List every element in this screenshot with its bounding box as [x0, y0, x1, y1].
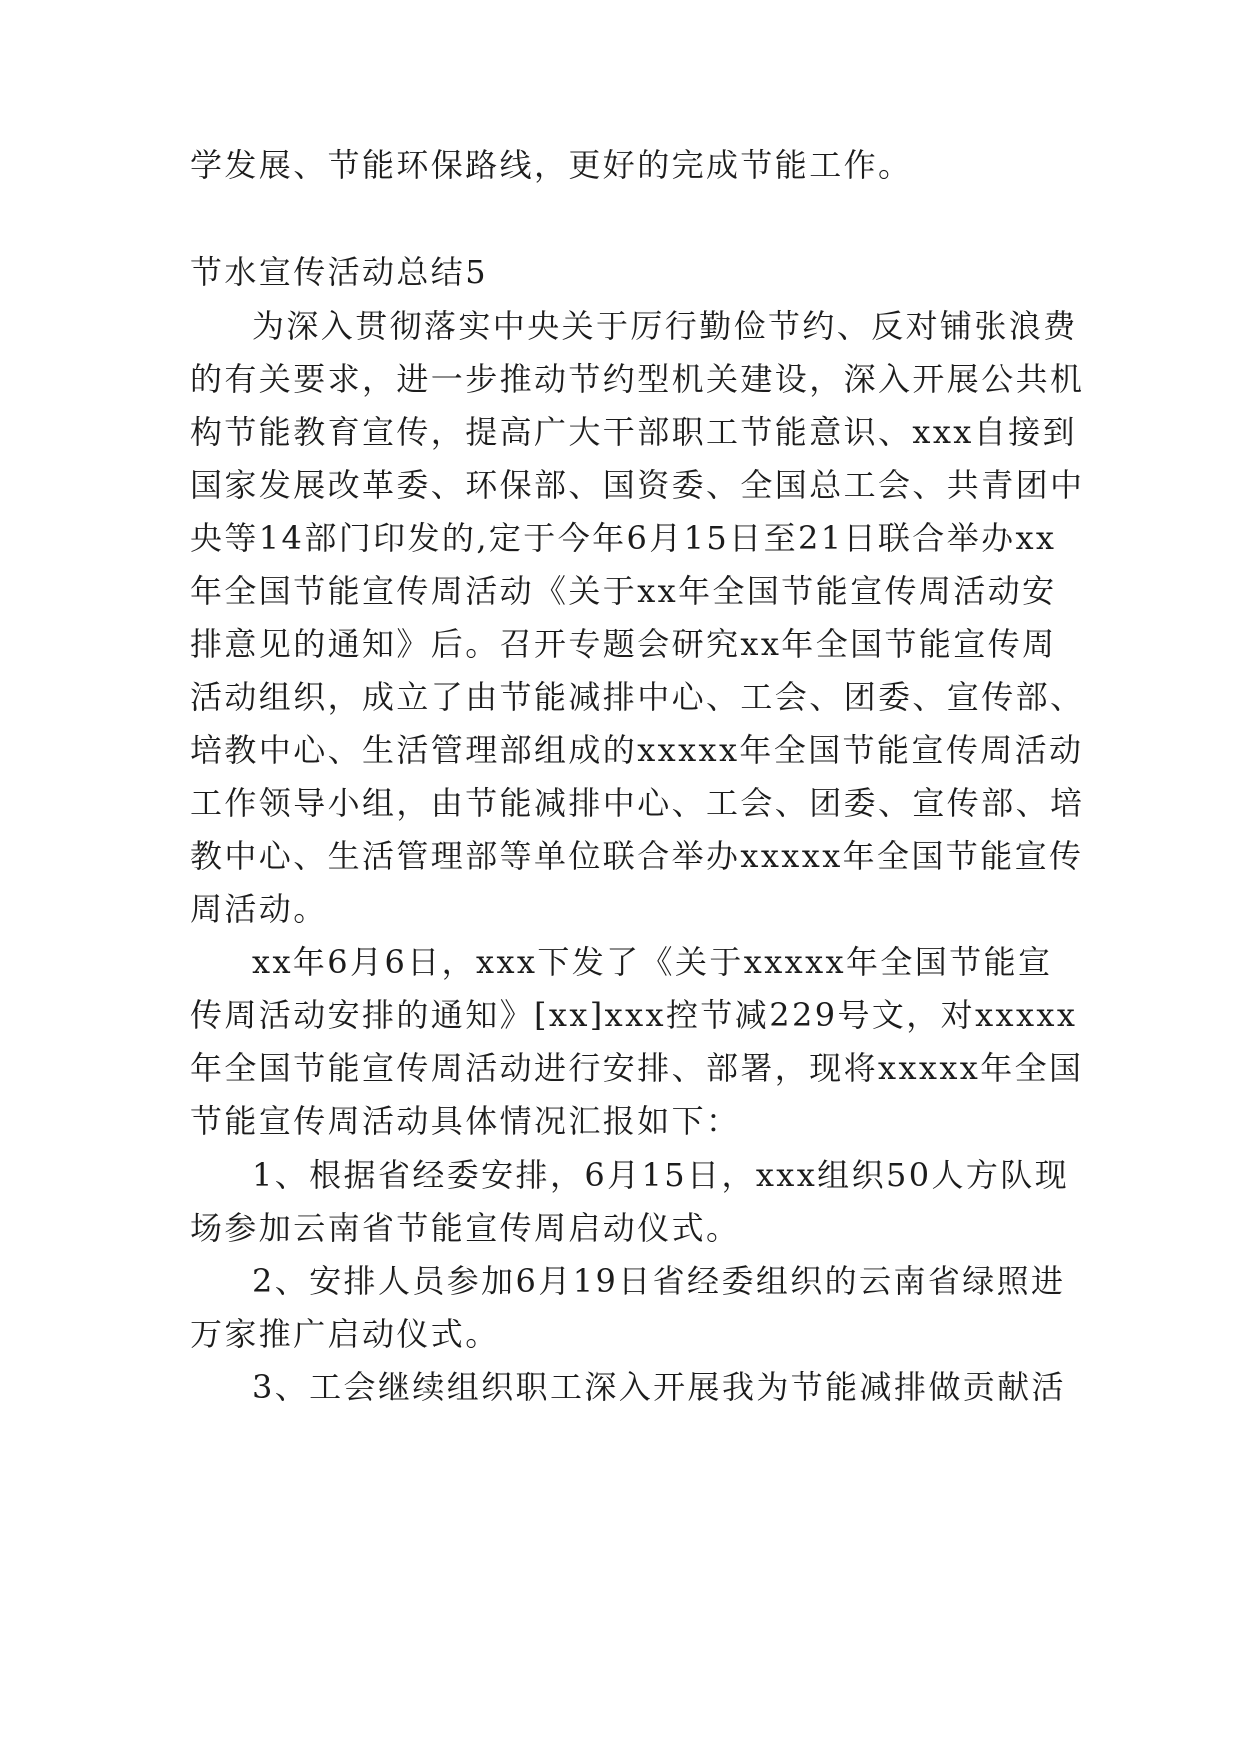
- paragraph-line: 的有关要求，进一步推动节约型机关建设，深入开展公共机: [190, 360, 1085, 398]
- paragraph-line: 传周活动安排的通知》[xx]xxx控节减229号文，对xxxxx: [190, 996, 1078, 1034]
- paragraph-line: 央等14部门印发的,定于今年6月15日至21日联合举办xx: [190, 519, 1057, 557]
- paragraph-line: 工作领导小组，由节能减排中心、工会、团委、宣传部、培: [190, 784, 1085, 822]
- paragraph-line: 年全国节能宣传周活动进行安排、部署，现将xxxxx年全国: [190, 1049, 1084, 1087]
- paragraph-line: xx年6月6日，xxx下发了《关于xxxxx年全国节能宣: [252, 943, 1053, 981]
- paragraph-line: 年全国节能宣传周活动《关于xx年全国节能宣传周活动安: [190, 572, 1057, 610]
- paragraph-line: 培教中心、生活管理部组成的xxxxx年全国节能宣传周活动: [190, 731, 1084, 769]
- paragraph-line: 构节能教育宣传，提高广大干部职工节能意识、xxx自接到: [190, 413, 1077, 451]
- paragraph-line: 学发展、节能环保路线，更好的完成节能工作。: [190, 146, 913, 184]
- paragraph-line: 场参加云南省节能宣传周启动仪式。: [190, 1209, 741, 1247]
- paragraph-line: 节能宣传周活动具体情况汇报如下：: [190, 1102, 741, 1140]
- list-item: 3、工会继续组织职工深入开展我为节能减排做贡献活: [252, 1368, 1066, 1406]
- paragraph-line: 教中心、生活管理部等单位联合举办xxxxx年全国节能宣传: [190, 837, 1084, 875]
- paragraph-line: 为深入贯彻落实中央关于厉行勤俭节约、反对铺张浪费: [252, 307, 1078, 345]
- section-heading: 节水宣传活动总结5: [190, 253, 488, 291]
- paragraph-line: 万家推广启动仪式。: [190, 1315, 500, 1353]
- paragraph-line: 国家发展改革委、环保部、国资委、全国总工会、共青团中: [190, 466, 1085, 504]
- paragraph-line: 排意见的通知》后。召开专题会研究xx年全国节能宣传周: [190, 625, 1057, 663]
- list-item: 2、安排人员参加6月19日省经委组织的云南省绿照进: [252, 1262, 1066, 1300]
- paragraph-line: 活动组织，成立了由节能减排中心、工会、团委、宣传部、: [190, 678, 1085, 716]
- paragraph-line: 周活动。: [190, 890, 328, 928]
- list-item: 1、根据省经委安排，6月15日，xxx组织50人方队现: [252, 1156, 1070, 1194]
